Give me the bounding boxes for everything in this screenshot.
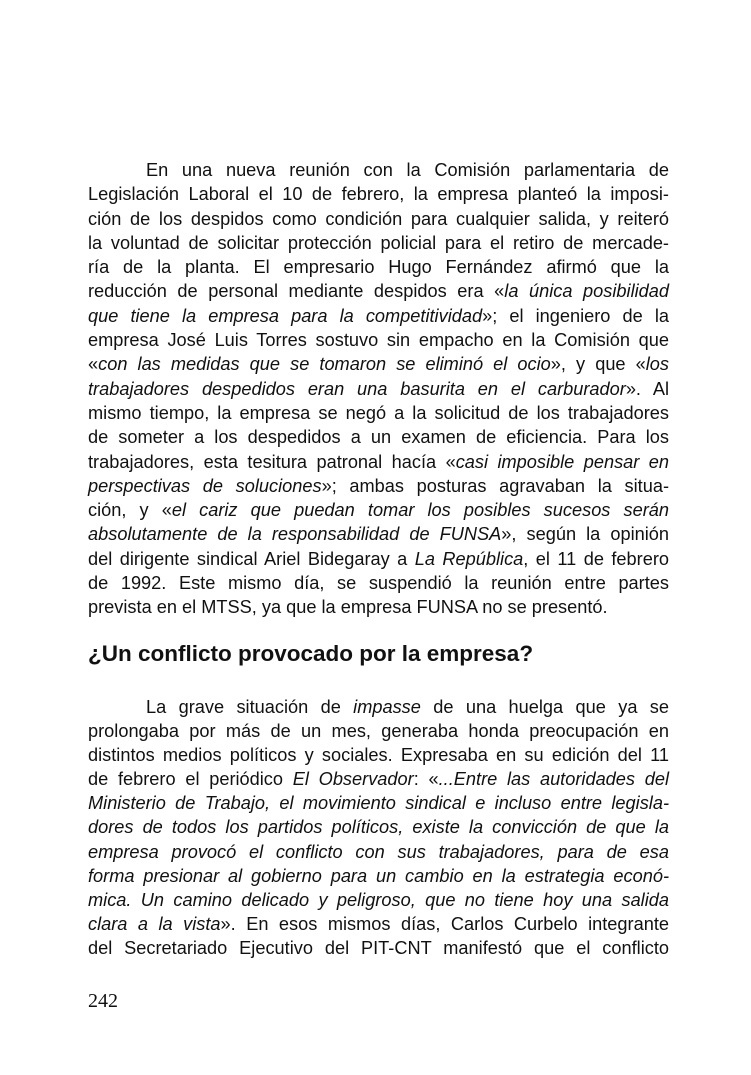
text-line: [88, 255, 669, 279]
italic-text: dores de todos los partidos políticos, existe la convicción de que la: [88, 817, 669, 838]
text-line: [88, 425, 669, 449]
text-segment: «: [88, 354, 99, 375]
text-segment: trabajadores, esta tesitura patronal hacía «: [88, 451, 456, 472]
text-segment: de febrero el periódico: [88, 769, 293, 790]
italic-text: ...Entre las autoridades del: [438, 769, 670, 790]
italic-text: los: [645, 354, 669, 375]
italic-text: absolutamente de la responsabilidad de FUNSA: [88, 524, 502, 545]
text-line: [88, 595, 669, 619]
italic-text: con las medidas que se tomaron se eliminó el ocio: [98, 354, 551, 375]
text-line: [88, 571, 669, 595]
text-segment: de someter a los despedidos a un examen de eficiencia. Para los: [88, 427, 669, 448]
section-heading: ¿Un conflicto provocado por la empresa?: [88, 641, 534, 666]
italic-text: La República: [414, 548, 524, 569]
paragraph-1: [88, 158, 669, 620]
italic-text: forma presionar al gobierno para un cambio en la estrategia econó-: [88, 865, 669, 886]
text-segment: de una huelga que ya se: [420, 697, 669, 717]
italic-text: El Observador: [292, 769, 414, 790]
text-segment: En una nueva reunión con la Comisión parlamentaria de: [146, 160, 669, 180]
text-line: [88, 547, 669, 571]
italic-text: clara a la vista: [88, 913, 221, 934]
italic-text: que tiene la empresa para la competitividad: [88, 305, 483, 326]
text-line: [88, 791, 669, 815]
text-segment: ción, y «: [88, 500, 172, 521]
text-segment: ». En esos mismos días, Carlos Curbelo integrante: [220, 913, 669, 934]
text-segment: ción de los despidos como condición para cualquier salida, y reiteró: [88, 208, 669, 229]
page-number: 242: [88, 990, 118, 1012]
text-line: [88, 279, 669, 303]
text-line: [88, 864, 669, 888]
text-line: [88, 231, 669, 255]
italic-text: Ministerio de Trabajo, el movimiento sindical e incluso entre legisla-: [88, 793, 669, 814]
italic-text: perspectivas de soluciones: [88, 475, 322, 496]
text-segment: »; el ingeniero de la: [482, 305, 669, 326]
text-segment: ría de la planta. El empresario Hugo Fernández afirmó que la: [88, 257, 669, 278]
text-segment: empresa José Luis Torres sostuvo sin empacho en la Comisión que: [88, 330, 669, 351]
text-line: [88, 304, 669, 328]
italic-text: mica. Un camino delicado y peligroso, que no tiene hoy una salida: [88, 889, 669, 910]
text-line: [88, 840, 669, 864]
text-segment: prevista en el MTSS, ya que la empresa FUNSA no se presentó.: [88, 597, 608, 618]
text-segment: , el 11 de febrero: [523, 548, 669, 569]
italic-text: trabajadores despedidos eran una basurita en el carburador: [88, 378, 626, 399]
italic-text: casi imposible pensar en: [455, 451, 669, 472]
text-line: [88, 767, 669, 791]
text-segment: prolongaba por más de un mes, generaba honda preocupación en: [88, 721, 669, 742]
text-segment: Legislación Laboral el 10 de febrero, la empresa planteó la imposi-: [88, 184, 669, 205]
text-line: [88, 328, 669, 352]
text-line: [88, 743, 669, 767]
text-segment: », según la opinión: [501, 524, 669, 545]
text-line: [88, 158, 669, 182]
text-line: [88, 719, 669, 743]
text-segment: la voluntad de solicitar protección policial para el retiro de mercade-: [88, 232, 669, 253]
text-segment: », y que «: [550, 354, 646, 375]
paragraph-2: [88, 695, 669, 960]
text-line: [88, 352, 669, 376]
text-segment: de 1992. Este mismo día, se suspendió la reunión entre partes: [88, 573, 669, 594]
text-segment: mismo tiempo, la empresa se negó a la solicitud de los trabajadores: [88, 402, 669, 423]
text-line: [88, 207, 669, 231]
text-line: [88, 498, 669, 522]
text-segment: »; ambas posturas agravaban la situa-: [321, 475, 669, 496]
text-line: [88, 522, 669, 546]
text-line: [88, 815, 669, 839]
text-line: [88, 474, 669, 498]
text-line: [88, 936, 669, 960]
text-segment: ». Al: [625, 378, 669, 399]
italic-text: impasse: [353, 697, 421, 717]
italic-text: la única posibilidad: [504, 281, 669, 302]
text-segment: del dirigente sindical Ariel Bidegaray a: [88, 548, 415, 569]
text-line: [88, 401, 669, 425]
text-segment: distintos medios políticos y sociales. Expresaba en su edición del 11: [88, 745, 669, 766]
text-line: [88, 377, 669, 401]
text-segment: : «: [413, 769, 439, 790]
text-segment: del Secretariado Ejecutivo del PIT-CNT manifestó que el conflicto: [88, 937, 669, 958]
text-segment: reducción de personal mediante despidos era «: [88, 281, 505, 302]
italic-text: el cariz que puedan tomar los posibles sucesos serán: [171, 500, 670, 521]
text-line: [88, 182, 669, 206]
text-line: [88, 450, 669, 474]
text-line: [88, 695, 669, 719]
text-line: [88, 888, 669, 912]
italic-text: empresa provocó el conflicto con sus trabajadores, para de esa: [88, 841, 669, 862]
text-line: [88, 912, 669, 936]
text-segment: La grave situación de: [146, 697, 354, 717]
